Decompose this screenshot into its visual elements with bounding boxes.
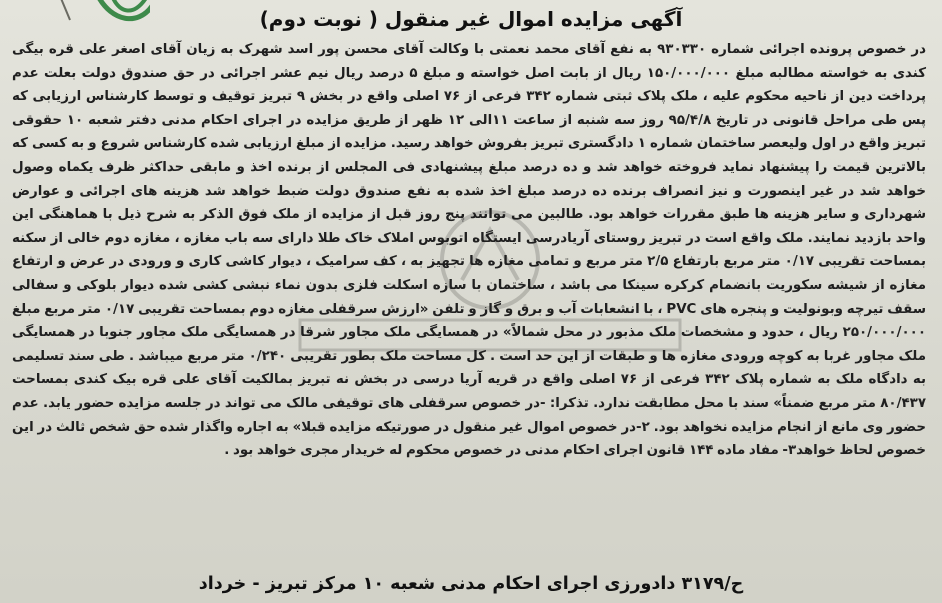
notice-footer: ح/۳۱۷۹ دادورزی اجرای احکام مدنی شعبه ۱۰ مرکز تبریز - خرداد [198, 574, 744, 594]
notice-body [12, 38, 926, 463]
notice-paragraph: در خصوص پرونده اجرائی شماره ۹۳۰۳۳۰ به نفع آقای محمد نعمتی با وکالت آقای محسن پور اسد شهرک به زیان آقای اصغر علی قره بیگی کندی به خواسته مطالبه مبلغ ۱۵۰/۰۰۰/۰۰۰ ریال از بابت اصل خواسته و مبلغ ۵ درصد ریال نیم عشر اجرائی در حق صندوق دولت بعلت عدم پرداخت دین از ناحیه محکوم علیه ، ملک پلاک ثبتی شماره ۳۴۲ فرعی از ۷۶ اصلی واقع در بخش ۹ تبریز توقیف و توسط کارشناس ارزیابی که پس طی مراحل قانونی در تاریخ ۹۵/۴/۸ روز سه شنبه از ساعت ۱۱الی ۱۲ ظهر از طریق مزایده در اجرای احکام مدنی دفتر شعبه ۱۰ حقوقی تبریز واقع در اول ولیعصر ساختمان شماره ۱ دادگستری تبریز بفروش خواهد رسید. مزایده از مبلغ ارزیابی شده کارشناس شروع و به کسی که بالاترین قیمت را پیشنهاد نماید فروخته خواهد شد و ده درصد مبلغ پیشنهادی فی المجلس از برنده اخذ و مابقی حداکثر ظرف یکماه وصول خواهد شد در غیر اینصورت و نیز انصراف برنده ده درصد مبلغ اخذ شده به نفع صندوق دولت ضبط خواهد شد هزینه های اجرائی و عوارض شهرداری و سایر هزینه ها طبق مقررات خواهد بود. طالبین می توانند پنج روز قبل از مزایده از ملک فوق الذکر به شرح ذیل با هماهنگی این واحد بازدید نمایند. ملک واقع است در تبریز روستای آریادرسی ایستگاه اتوبوس املاک خاک طلا دارای سه باب مغازه ، مغازه دوم خالی از سکنه بمساحت تقریبی ۰/۱۷ متر مربع بارتفاع ۲/۵ متر مربع و تمامی مغازه ها تجهیز به ، کف سرامیک ، دیوار کاشی کاری و ورودی در عرض و ارتفاع مغازه از شیشه سکوریت بانضمام کرکره سینکا می باشد ، ساختمان با سازه اسکلت فلزی بدون نماء نبشی کشی شده دیوار بلوکی و سفالی سقف تیرچه وبونولیت و پنجره های PVC ، با انشعابات آب و برق و گاز و تلفن «ارزش سرقفلی مغازه دوم بمساحت تقریبی ۰/۱۷ متر مربع مبلغ ۲۵۰/۰۰۰/۰۰۰ ریال ، حدود و مشخصات ملک مذبور در محل شمالاً» در همسایگی ملک مجاور شرقا در همسایگی ملک مجاور جنوبا در همسایگی ملک مجاور غربا به کوچه ورودی مغازه ها و طبقات از این حد است . کل مساحت ملک بطور تقریبی ۰/۲۴۰ متر مربع میباشد . طی سند تسلیمی به دادگاه ملک به شماره پلاک ۳۴۲ فرعی از ۷۶ اصلی واقع در قریه آریا درسی در بخش نه تبریز بمالکیت آقای علی قره بیک کندی بمساحت ۸۰/۴۳۷ متر مربع ضمناً» سند با محل مطابقت ندارد. تذکرا: -در خصوص سرقفلی های توقیفی مالک می تواند در جلسه مزایده حضور یابد. عدم حضور وی مانع از انجام مزایده نخواهد بود. ۲-در خصوص اموال غیر منقول در صورتیکه مزایده قبلا» به اجاره واگذار شده حق شخص ثالث در این خصوص لحاظ خواهد۳- مفاد ماده ۱۴۴ قانون اجرای احکام مدنی در خصوص محکوم له خریدار مجری خواهد بود . [12, 42, 926, 459]
notice-title: آگهی مزایده اموال غیر منقول ( نوبت دوم) [259, 7, 683, 31]
